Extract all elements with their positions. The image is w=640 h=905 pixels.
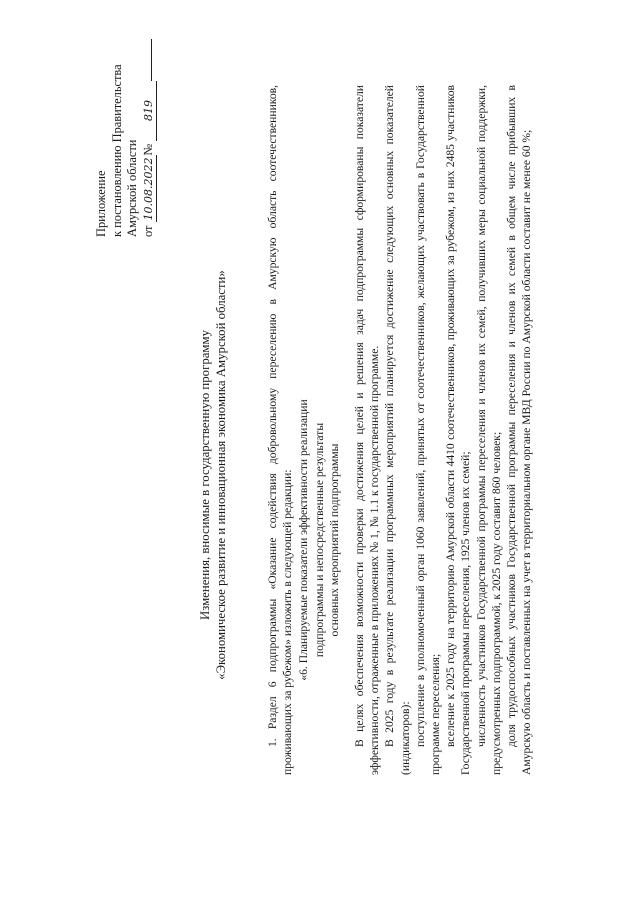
section-heading-line-2: подпрограммы и непосредственные результаты	[312, 422, 326, 658]
section-heading-line-1: «6. Планируемые показатели эффективности реализации	[297, 399, 311, 681]
document-title	[197, 245, 229, 705]
approval-number: 819	[141, 81, 158, 141]
approval-line-appendix: Приложение	[94, 170, 108, 237]
approval-number-label: №	[140, 143, 155, 156]
approval-date-number-line	[141, 17, 158, 237]
approval-underline	[151, 39, 152, 81]
paragraph-indicators: В 2025 году в результате реализации программных мероприятий планируется достижение следующих основных показателей (индикаторов):	[383, 85, 412, 775]
indicator-applications: поступление в уполномоченный орган 1060 заявлений, принятых от соотечественников, желающих участвовать в Государственной программе переселения;	[413, 85, 443, 775]
section-heading	[296, 375, 342, 775]
document-body	[265, 85, 534, 775]
indicator-resettlement: вселение к 2025 году на территорию Амурской области 4410 соотечественников, проживающих за рубежом, из них 2485 участников Государственной программы переселения, 1925 членов их семей;	[444, 85, 473, 775]
approval-from-label: от	[140, 225, 155, 237]
approval-line-resolution: к постановлению Правительства	[109, 64, 124, 237]
title-line-1: Изменения, вносимые в государственную программу	[198, 329, 212, 621]
indicator-able-bodied-share: доля трудоспособных участников Государственной программы переселения и членов их семей в общем числе прибывших в Амурскую область и поставленных на учет в территориальном органе МВД России по Амурской области составит не менее 60 %;	[505, 85, 534, 775]
section-intro: 1. Раздел 6 подпрограммы «Оказание содействия добровольному переселению в Амурскую область соотечественников, проживающих за рубежом» изложить в следующей редакции:	[266, 85, 295, 775]
approval-stamp	[94, 17, 157, 237]
approval-line-region: Амурской области	[125, 139, 140, 237]
paragraph-goals: В целях обеспечения возможности проверки достижения целей и решения задач подпрограммы сформированы показатели эффективности, отраженные в приложениях № 1, № 1.1 к государственной программе.	[353, 85, 382, 775]
indicator-social-support: численность участников Государственной программы переселения и членов их семей, получивших меры социальной поддержки, предусмотренных подпрограммой, к 2025 году составит 860 человек;	[474, 85, 503, 775]
approval-date: 10.08.2022	[141, 155, 158, 222]
title-line-2: «Экономическое развитие и инновационная экономика Амурской области»	[214, 270, 228, 680]
section-heading-line-3: основных мероприятий подпрограммы	[327, 443, 341, 637]
